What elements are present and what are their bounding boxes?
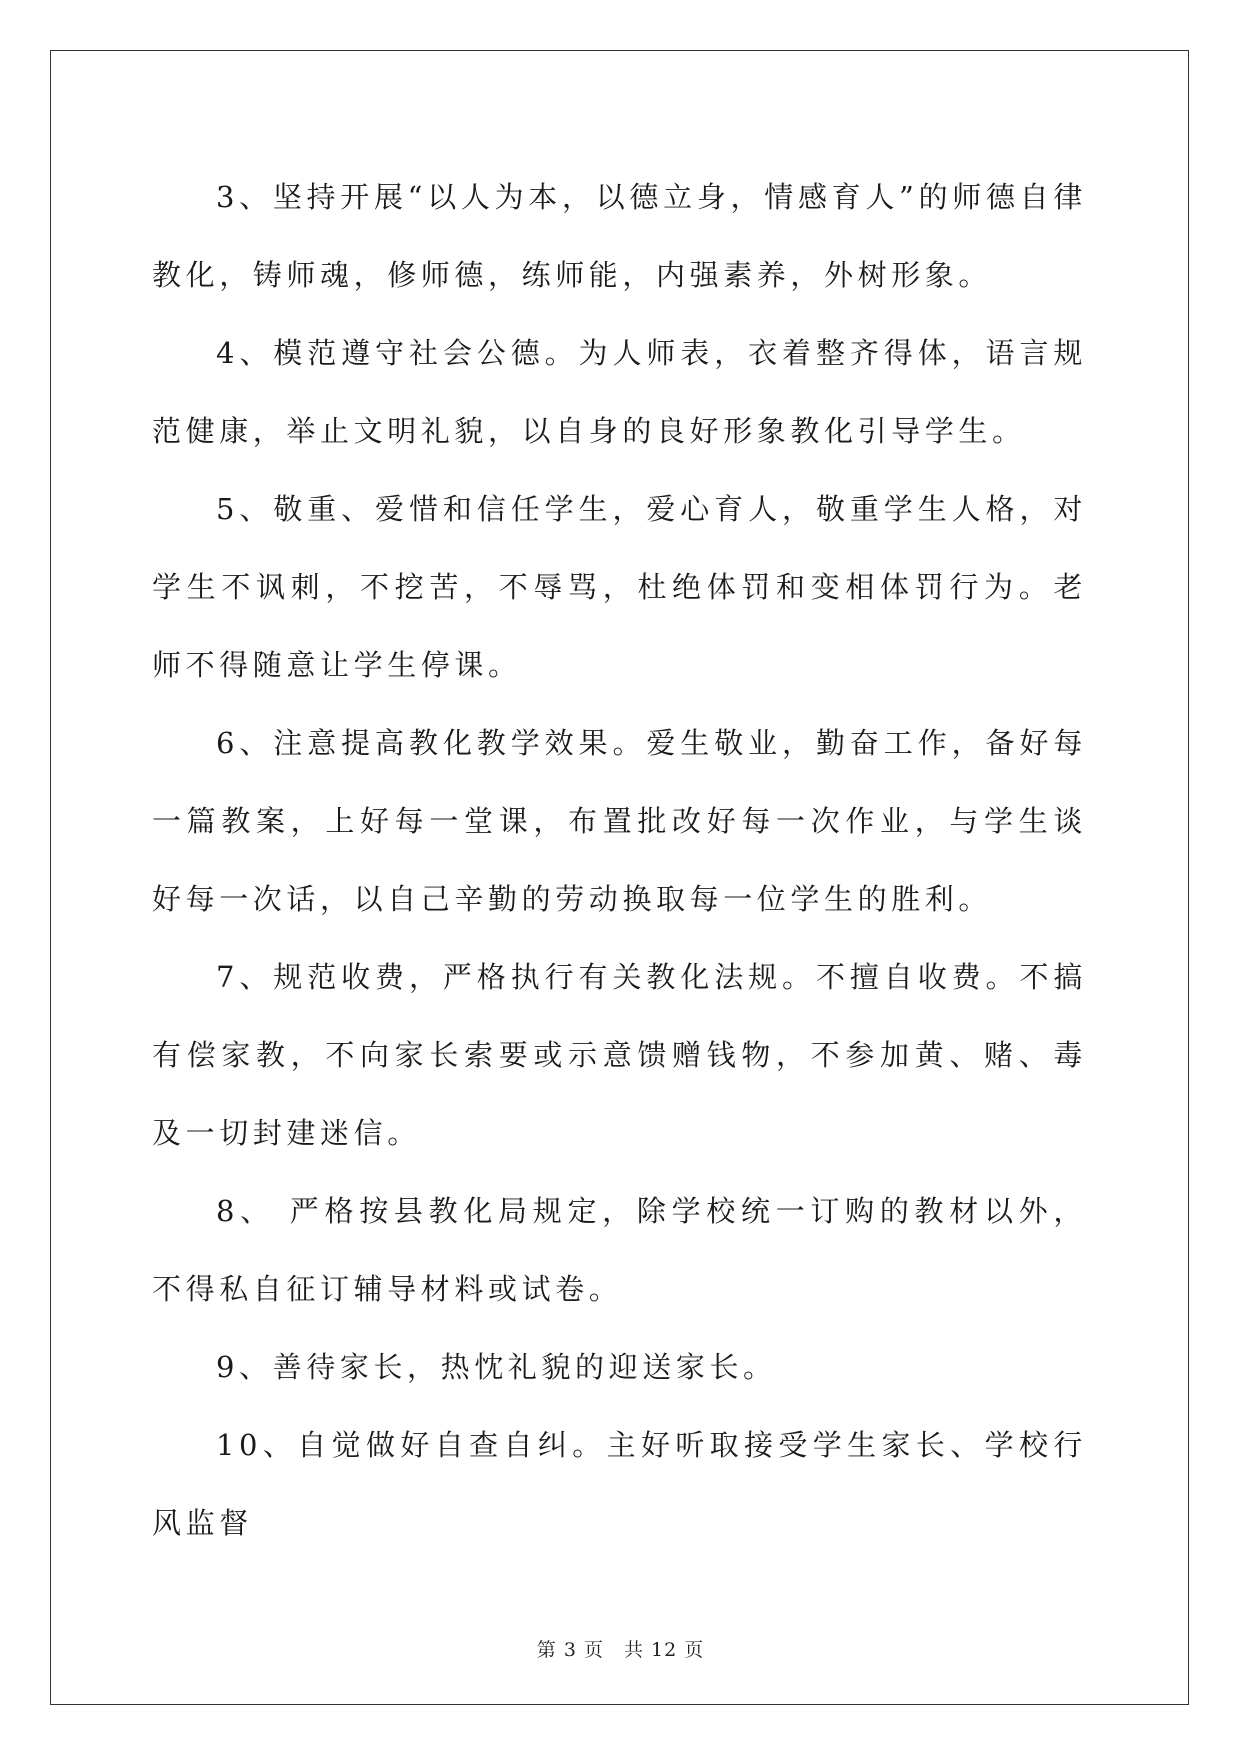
paragraph-4: 4、模范遵守社会公德。为人师表，衣着整齐得体，语言规范健康，举止文明礼貌，以自身的良好形象教化引导学生。: [152, 336, 1087, 448]
document-body: [152, 158, 1087, 1562]
paragraph-9: 9、善待家长，热忱礼貌的迎送家长。: [216, 1350, 777, 1384]
paragraph-5: 5、敬重、爱惜和信任学生，爱心育人，敬重学生人格，对学生不讽刺，不挖苦，不辱骂，杜绝体罚和变相体罚行为。老师不得随意让学生停课。: [152, 492, 1087, 682]
page-number-footer: 第 3 页 共 12 页: [536, 1639, 705, 1661]
paragraph-10: 10、自觉做好自查自纠。主好听取接受学生家长、学校行风监督: [152, 1428, 1087, 1540]
paragraph-7: 7、规范收费，严格执行有关教化法规。不擅自收费。不搞有偿家教，不向家长索要或示意馈赠钱物，不参加黄、赌、毒及一切封建迷信。: [152, 960, 1087, 1150]
paragraph-3: 3、坚持开展“以人为本，以德立身，情感育人”的师德自律教化，铸师魂，修师德，练师能，内强素养，外树形象。: [152, 180, 1087, 292]
paragraph-6: 6、注意提高教化教学效果。爱生敬业，勤奋工作，备好每一篇教案，上好每一堂课，布置批改好每一次作业，与学生谈好每一次话，以自己辛勤的劳动换取每一位学生的胜利。: [152, 726, 1087, 916]
paragraph-8: 8、 严格按县教化局规定，除学校统一订购的教材以外，不得私自征订辅导材料或试卷。: [152, 1194, 1087, 1306]
